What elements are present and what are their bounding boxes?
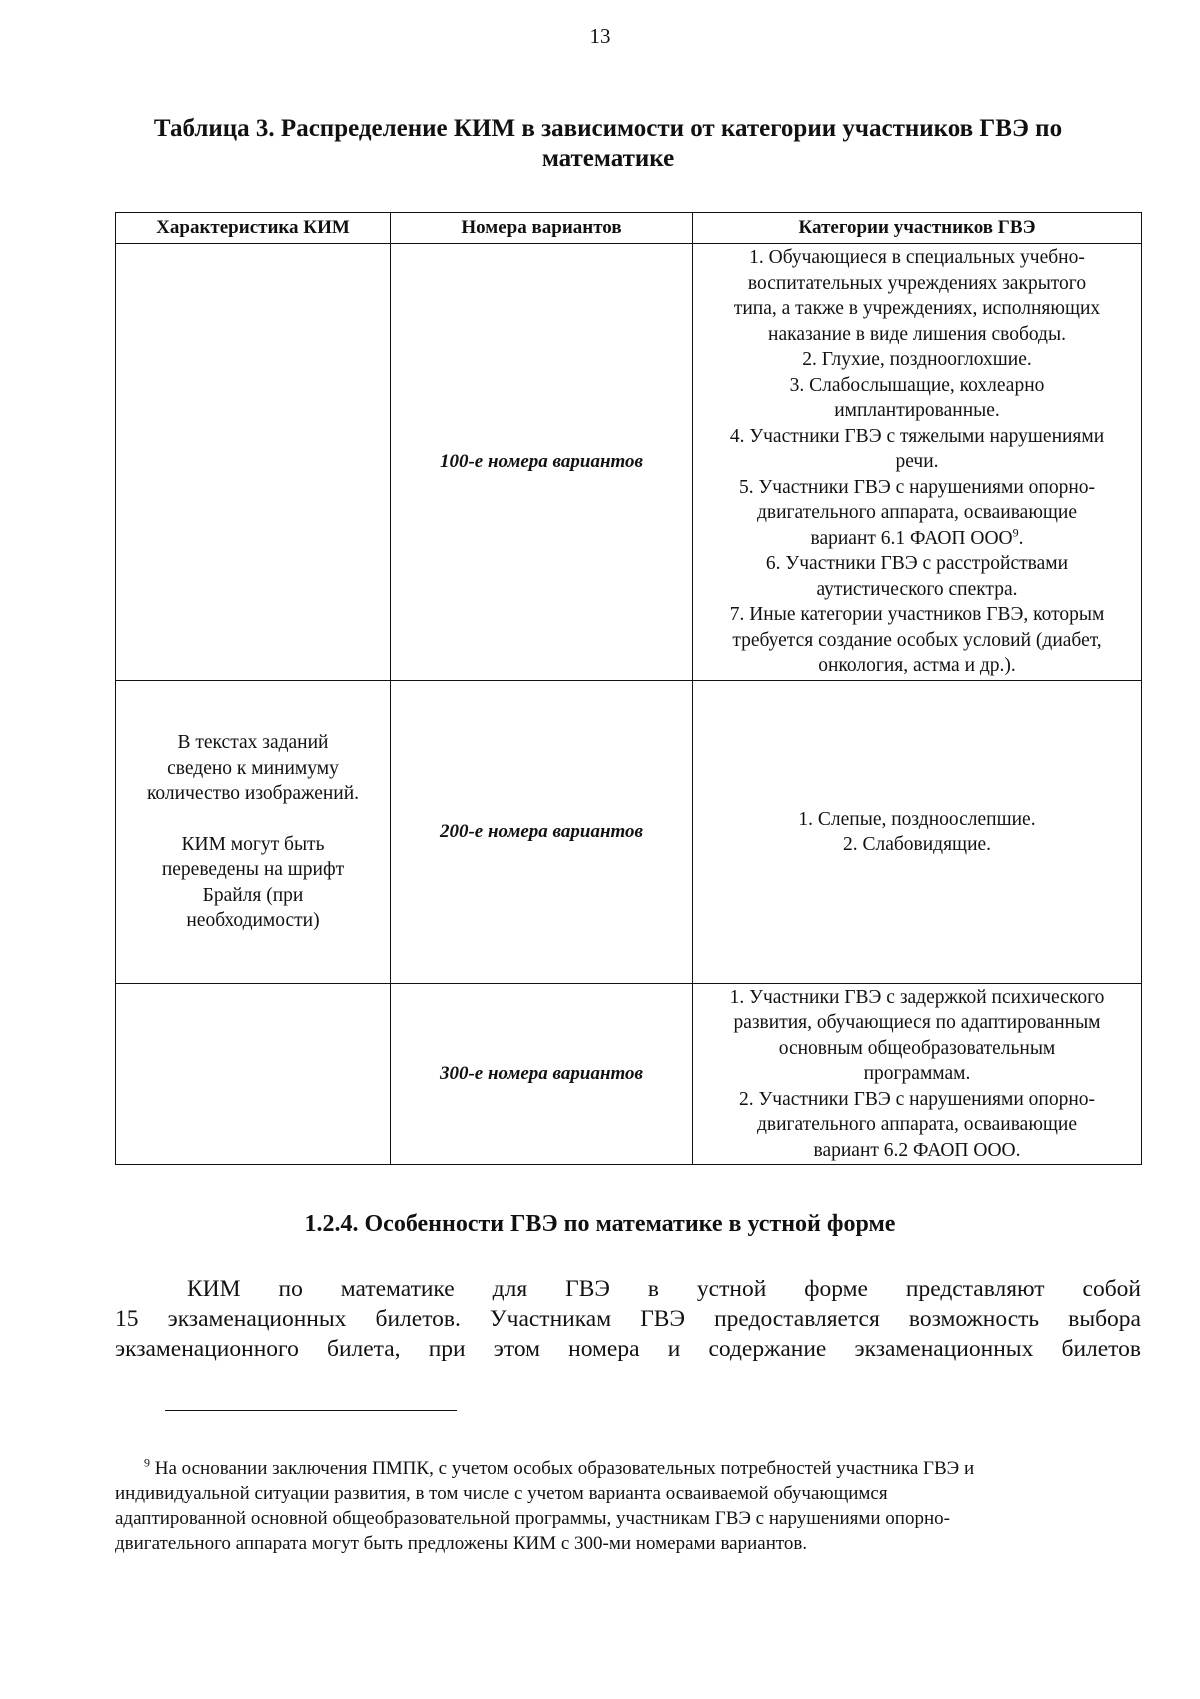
footnote [115,1456,1145,1556]
characteristic-line: В текстах заданий [177,732,329,754]
table-title-line: математике [541,145,675,172]
category-text: вариант 6.1 ФАОП ООО [810,527,1013,549]
category-line: наказание в виде лишения свободы. [768,323,1066,345]
category-line-with-footnote: вариант 6.1 ФАОП ООО$^9$. [810,525,1024,549]
category-line: требуется создание особых условий (диабет, [732,629,1102,651]
table-title-line: Таблица 3. Распределение КИМ в зависимости от категории участников ГВЭ по [153,115,1063,142]
paragraph-gap [122,807,384,832]
category-line: речи. [895,451,939,473]
footnote-line: двигательного аппарата могут быть предложены КИМ с 300-ми номерами вариантов. [115,1533,808,1554]
category-line: имплантированные. [834,400,1000,422]
characteristic-line: Брайля (при [202,884,304,906]
variant-cell: 300-е номера вариантов [391,984,693,1165]
category-line: типа, а также в учреждениях, исполняющих [733,298,1101,320]
category-line: 7. Иные категории участников ГВЭ, которым [729,604,1105,626]
category-line: 2. Глухие, позднооглохшие. [802,349,1032,371]
category-line: основным общеобразовательным [778,1037,1056,1059]
category-line: 1. Слепые, поздноослепшие. [798,808,1036,830]
footnote-line [115,1456,1145,1481]
category-line: 6. Участники ГВЭ с расстройствами [765,553,1069,575]
page-number: 13 [589,24,611,48]
paragraph-line: экзаменационного билета, при этом номера и содержание экзаменационных билетов [115,1336,1141,1362]
category-line: 3. Слабослышащие, кохлеарно [789,374,1045,396]
variant-cell: 200-е номера вариантов [391,681,693,984]
category-line: 1. Обучающиеся в специальных учебно- [749,247,1085,269]
category-line: 5. Участники ГВЭ с нарушениями опорно- [738,476,1096,498]
header-participant-categories: Категории участников ГВЭ [693,213,1142,244]
category-line: 1. Участники ГВЭ с задержкой психического [729,986,1105,1008]
characteristic-cell [116,984,391,1165]
footnote-reference: 9 [1012,525,1019,540]
footnote-text: На основании заключения ПМПК, с учетом особых образовательных потребностей участника ГВЭ и [154,1458,975,1479]
section-heading: 1.2.4. Особенности ГВЭ по математике в устной форме [304,1211,896,1237]
footnote-separator [165,1410,457,1411]
category-line: 4. Участники ГВЭ с тяжелыми нарушениями [729,425,1105,447]
paragraph-line: 15 экзаменационных билетов. Участникам ГВЭ предоставляется возможность выбора [115,1306,1141,1332]
variant-cell: 100-е номера вариантов [391,244,693,681]
footnote-line: адаптированной основной общеобразовательной программы, участникам ГВЭ с нарушениями опорно- [115,1508,950,1529]
header-variant-numbers: Номера вариантов [391,213,693,244]
characteristic-line: необходимости) [186,910,320,932]
category-line: развития, обучающиеся по адаптированным [733,1012,1101,1034]
kim-distribution-table [115,212,1142,1165]
table-row [116,244,1142,681]
category-line: воспитательных учреждениях закрытого [747,272,1087,294]
characteristic-line: переведены на шрифт [161,859,345,881]
body-paragraph [115,1274,1141,1364]
characteristic-line: КИМ могут быть [181,833,325,855]
characteristic-line: сведено к минимуму [167,757,339,779]
category-line: 2. Участники ГВЭ с нарушениями опорно- [738,1088,1096,1110]
category-line: двигательного аппарата, осваивающие [756,502,1078,524]
categories-cell [693,244,1142,681]
characteristic-line: количество изображений. [146,783,360,805]
table-title [118,114,1098,174]
categories-cell [693,681,1142,984]
category-line: вариант 6.2 ФАОП ООО. [813,1139,1021,1161]
category-line: программам. [863,1063,971,1085]
paragraph-line: КИМ по математике для ГВЭ в устной форме представляют собой [187,1276,1141,1302]
table-row [116,681,1142,984]
characteristic-cell [116,681,391,984]
category-line: онкология, астма и др.). [818,655,1016,677]
footnote-line: индивидуальной ситуации развития, в том числе с учетом варианта осваиваемой обучающимся [115,1483,888,1504]
category-line: 2. Слабовидящие. [842,834,992,855]
category-line: аутистического спектра. [816,578,1018,600]
table-header-row [116,213,1142,244]
characteristic-cell [116,244,391,681]
table-row [116,984,1142,1165]
footnote-marker: 9 [144,1455,150,1470]
category-line: двигательного аппарата, осваивающие [756,1114,1078,1136]
categories-cell [693,984,1142,1165]
header-characteristic: Характеристика КИМ [116,213,391,244]
